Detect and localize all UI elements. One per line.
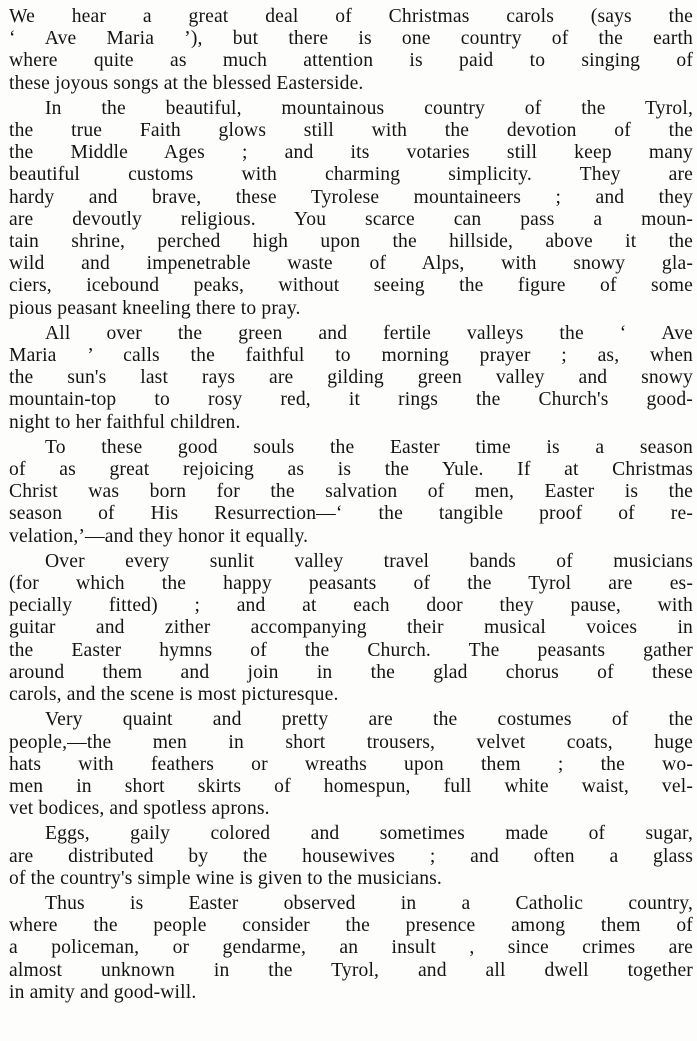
text-line: To these good souls the Easter time is a season (45, 436, 693, 458)
text-line: people,—the men in short trousers, velvet coats, huge (9, 731, 693, 753)
text-line: (for which the happy peasants of the Tyrol are es- (9, 573, 693, 595)
text-line: Eggs, gaily colored and sometimes made of sugar, (45, 823, 693, 845)
text-line: the Middle Ages ; and its votaries still keep many (9, 142, 693, 164)
paragraph (9, 551, 693, 706)
text-line: ciers, icebound peaks, without seeing the figure of some (9, 275, 693, 297)
text-line: guitar and zither accompanying their musical voices in (9, 617, 693, 639)
text-line: the sun's last rays are gilding green valley and snowy (9, 367, 693, 389)
paragraph (9, 823, 693, 890)
text-line: where quite as much attention is paid to singing of (9, 50, 693, 72)
text-line: Maria ’ calls the faithful to morning prayer ; as, when (9, 345, 693, 367)
text-line: ‘ Ave Maria ’), but there is one country of the earth (9, 28, 693, 50)
text-line: hardy and brave, these Tyrolese mountaineers ; and they (9, 186, 693, 208)
text-line: tain shrine, perched high upon the hillside, above it the (9, 231, 693, 253)
paragraph (9, 437, 693, 548)
text-line: beautiful customs with charming simplicity. They are (9, 164, 693, 186)
text-line: the true Faith glows still with the devotion of the (9, 120, 693, 142)
text-line: Over every sunlit valley travel bands of musicians (45, 550, 693, 572)
text-line: are devoutly religious. You scarce can pass a moun- (9, 208, 693, 230)
paragraph (9, 323, 693, 434)
paragraph (9, 893, 693, 1004)
paragraph (9, 98, 693, 320)
text-line: the Easter hymns of the Church. The peasants gather (9, 639, 693, 661)
text-line: night to her faithful children. (9, 411, 241, 433)
text-line: wild and impenetrable waste of Alps, with snowy gla- (9, 253, 693, 275)
text-line: of the country's simple wine is given to the musicians. (9, 867, 442, 889)
text-line: mountain-top to rosy red, it rings the Church's good- (9, 389, 693, 411)
text-line: pious peasant kneeling there to pray. (9, 297, 301, 319)
text-line: where the people consider the presence among them of (9, 915, 693, 937)
text-line: season of His Resurrection—‘ the tangible proof of re- (9, 503, 693, 525)
paragraph (9, 6, 693, 95)
text-line: are distributed by the housewives ; and often a glass (9, 845, 693, 867)
text-line: men in short skirts of homespun, full white waist, vel- (9, 775, 693, 797)
text-line: almost unknown in the Tyrol, and all dwell together (9, 959, 693, 981)
text-line: Christ was born for the salvation of men, Easter is the (9, 481, 693, 503)
text-line: hats with feathers or wreaths upon them ; the wo- (9, 753, 693, 775)
text-line: in amity and good-will. (9, 981, 197, 1003)
text-line: In the beautiful, mountainous country of the Tyrol, (45, 97, 693, 119)
text-line: a policeman, or gendarme, an insult , since crimes are (9, 937, 693, 959)
text-line: vet bodices, and spotless aprons. (9, 798, 270, 820)
text-line: around them and join in the glad chorus of these (9, 661, 693, 683)
text-line: Thus is Easter observed in a Catholic country, (45, 892, 693, 914)
text-line: velation,’—and they honor it equally. (9, 525, 309, 547)
text-line: pecially fitted) ; and at each door they pause, with (9, 595, 693, 617)
text-line: We hear a great deal of Christmas carols (says the (9, 6, 693, 27)
text-line: these joyous songs at the blessed Easterside. (9, 72, 364, 94)
text-line: of as great rejoicing as is the Yule. If at Christmas (9, 459, 693, 481)
text-line: Very quaint and pretty are the costumes of the (45, 709, 693, 731)
paragraph (9, 709, 693, 820)
text-line: carols, and the scene is most picturesque. (9, 684, 339, 706)
text-line: All over the green and fertile valleys the ‘ Ave (45, 322, 693, 344)
article-column (9, 6, 693, 1007)
